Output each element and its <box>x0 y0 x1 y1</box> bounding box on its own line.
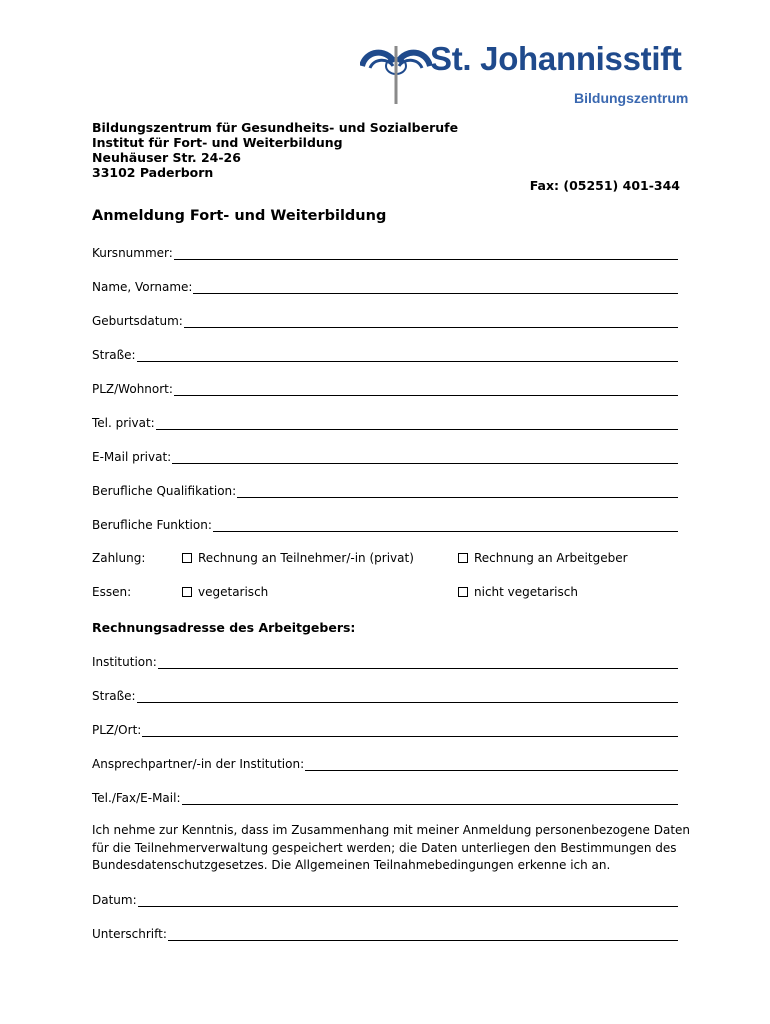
field-label: Berufliche Qualifikation: <box>92 484 237 498</box>
funktion-field[interactable] <box>92 516 678 532</box>
address-line: 33102 Paderborn <box>92 165 214 180</box>
field-label: Kursnummer: <box>92 246 173 260</box>
arbeitgeber-heading: Rechnungsadresse des Arbeitgebers: <box>92 620 356 635</box>
plz-ort-field[interactable] <box>92 721 678 737</box>
option-label: Rechnung an Arbeitgeber <box>474 551 628 565</box>
johannisstift-emblem-icon <box>360 44 432 106</box>
sender-address <box>92 120 458 180</box>
essen-label: Essen: <box>92 585 132 599</box>
zahlung-option-privat[interactable] <box>182 551 414 565</box>
field-label: Geburtsdatum: <box>92 314 183 328</box>
zahlung-label: Zahlung: <box>92 551 146 565</box>
field-label: Unterschrift: <box>92 927 167 941</box>
field-label: Ansprechpartner/-in der Institution: <box>92 757 305 771</box>
tel-privat-field[interactable] <box>92 414 678 430</box>
field-label: Tel. privat: <box>92 416 155 430</box>
datum-field[interactable] <box>92 891 678 907</box>
field-label: Institution: <box>92 655 157 669</box>
option-label: nicht vegetarisch <box>474 585 578 599</box>
checkbox-icon[interactable] <box>458 553 468 563</box>
checkbox-icon[interactable] <box>182 587 192 597</box>
field-label: PLZ/Wohnort: <box>92 382 173 396</box>
field-label: Name, Vorname: <box>92 280 193 294</box>
checkbox-icon[interactable] <box>182 553 192 563</box>
field-label: Tel./Fax/E-Mail: <box>92 791 181 805</box>
essen-option-vegetarisch[interactable] <box>182 585 268 599</box>
zahlung-option-arbeitgeber[interactable] <box>458 551 628 565</box>
page-title: Anmeldung Fort- und Weiterbildung <box>92 208 387 224</box>
kontakt-field[interactable] <box>92 789 678 805</box>
geburtsdatum-field[interactable] <box>92 312 678 328</box>
field-label: PLZ/Ort: <box>92 723 142 737</box>
logo <box>360 40 690 110</box>
fax-number: Fax: (05251) 401-344 <box>529 178 680 193</box>
address-line: Neuhäuser Str. 24-26 <box>92 150 241 165</box>
essen-option-nicht-vegetarisch[interactable] <box>458 585 578 599</box>
logo-brand: St. Johannisstift <box>430 40 682 77</box>
email-privat-field[interactable] <box>92 448 678 464</box>
unterschrift-field[interactable] <box>92 925 678 941</box>
address-line: Institut für Fort- und Weiterbildung <box>92 135 343 150</box>
field-label: Berufliche Funktion: <box>92 518 212 532</box>
arbeitgeber-strasse-field[interactable] <box>92 687 678 703</box>
logo-subtitle: Bildungszentrum <box>574 90 689 106</box>
field-label: Datum: <box>92 893 137 907</box>
strasse-field[interactable] <box>92 346 678 362</box>
field-label: E-Mail privat: <box>92 450 172 464</box>
qualifikation-field[interactable] <box>92 482 678 498</box>
option-label: vegetarisch <box>198 585 269 599</box>
checkbox-icon[interactable] <box>458 587 468 597</box>
field-label: Straße: <box>92 689 136 703</box>
plz-wohnort-field[interactable] <box>92 380 678 396</box>
consent-text: Ich nehme zur Kenntnis, dass im Zusammenhang mit meiner Anmeldung personenbezogene Daten für die Teilnehmerverwaltung gespeichert werden; die Daten unterliegen den Bestimmungen des Bundesdatenschutzgesetzes. Die Allgemeinen Teilnahmebedingungen erkenne ich an. <box>92 823 691 872</box>
field-label: Straße: <box>92 348 136 362</box>
name-field[interactable] <box>92 278 678 294</box>
option-label: Rechnung an Teilnehmer/-in (privat) <box>198 551 414 565</box>
kursnummer-field[interactable] <box>92 244 678 260</box>
ansprechpartner-field[interactable] <box>92 755 678 771</box>
institution-field[interactable] <box>92 653 678 669</box>
address-line: Bildungszentrum für Gesundheits- und Sozialberufe <box>92 120 459 135</box>
